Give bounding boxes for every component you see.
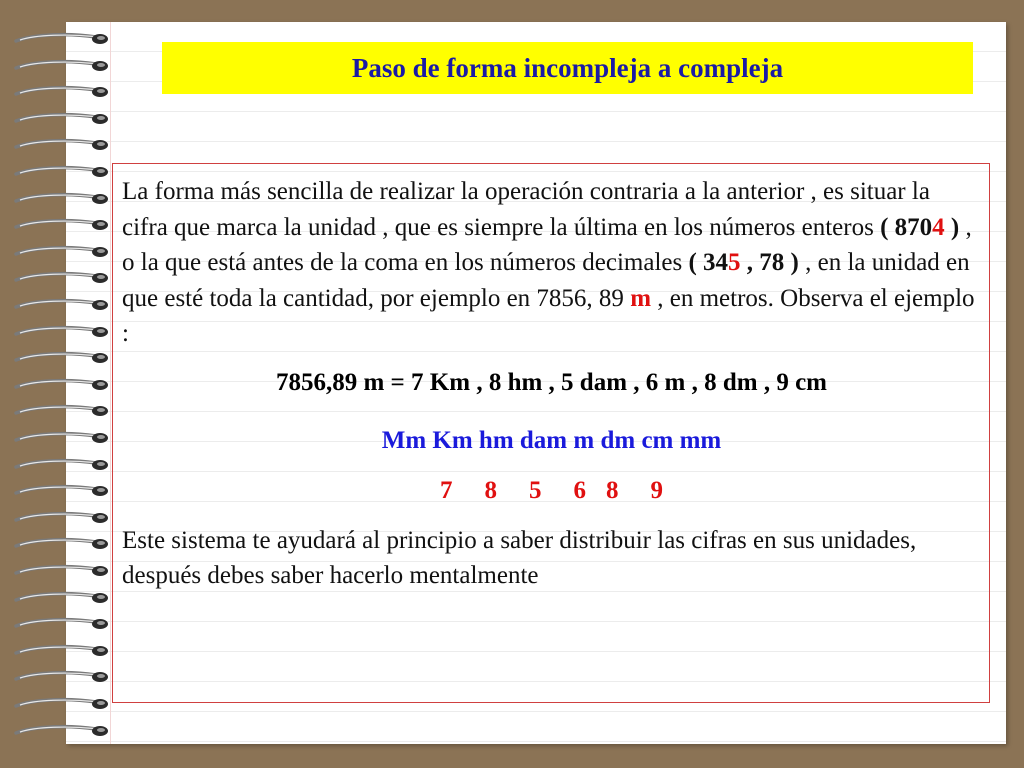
intro-text-2: , o la que está antes de la coma en los números decimales	[122, 213, 972, 276]
intro-text-1: La forma más sencilla de realizar la operación contraria a la anterior , es situar la cifra que marca la unidad , que es siempre la última en los números enteros	[122, 178, 930, 241]
binding-ring	[14, 192, 110, 206]
binding-ring	[14, 458, 110, 472]
example-integer-close: )	[944, 213, 960, 241]
digit-dm: 8	[606, 476, 619, 504]
binding-ring	[14, 218, 110, 232]
binding-ring	[14, 404, 110, 418]
unit-m: m	[630, 284, 652, 312]
binding-ring	[14, 59, 110, 73]
binding-ring	[14, 484, 110, 498]
binding-ring	[14, 325, 110, 339]
binding-ring	[14, 112, 110, 126]
binding-ring	[14, 271, 110, 285]
binding-ring	[14, 564, 110, 578]
margin-line	[110, 22, 111, 744]
digit-dam: 5	[529, 476, 542, 504]
units-row: Mm Km hm dam m dm cm mm	[381, 426, 722, 454]
binding-ring	[14, 591, 110, 605]
binding-ring	[14, 378, 110, 392]
digit-m: 6	[573, 476, 586, 504]
digit-hm: 8	[484, 476, 497, 504]
example-decimal-open: ( 34	[688, 249, 729, 276]
title-band	[162, 42, 973, 94]
example-integer-unit: 4	[932, 213, 945, 241]
intro-paragraph	[122, 174, 981, 352]
binding-ring	[14, 32, 110, 46]
example-integer-open: ( 870	[880, 213, 933, 241]
digit-km: 7	[440, 476, 453, 504]
binding-ring	[14, 431, 110, 445]
example-equation: 7856,89 m = 7 Km , 8 hm , 5 dam , 6 m , 8 dm , 9 cm	[275, 368, 828, 396]
spiral-binding	[0, 22, 110, 744]
binding-ring	[14, 537, 110, 551]
example-decimal-unit: 5	[728, 249, 741, 276]
binding-ring	[14, 697, 110, 711]
binding-ring	[14, 85, 110, 99]
binding-ring	[14, 644, 110, 658]
binding-ring	[14, 298, 110, 312]
digits-row	[122, 473, 981, 509]
binding-ring	[14, 138, 110, 152]
intro-text-4: , en metros. Observa el ejemplo :	[122, 284, 975, 347]
binding-ring	[14, 511, 110, 525]
binding-ring	[14, 617, 110, 631]
example-decimal-close: , 78 )	[740, 249, 799, 276]
digit-cm: 9	[650, 476, 663, 504]
binding-ring	[14, 245, 110, 259]
page-title: Paso de forma incompleja a compleja	[351, 52, 784, 83]
binding-ring	[14, 670, 110, 684]
binding-ring	[14, 724, 110, 738]
example-decimal	[688, 249, 798, 276]
content-box	[112, 163, 990, 703]
example-integer	[880, 214, 959, 241]
intro-text-3: , en la unidad en que esté toda la cantidad, por ejemplo en 7856, 89	[122, 249, 970, 312]
binding-ring	[14, 165, 110, 179]
binding-ring	[14, 351, 110, 365]
closing-paragraph: Este sistema te ayudará al principio a saber distribuir las cifras en sus unidades, después debes saber hacerlo mentalmente	[122, 526, 917, 589]
